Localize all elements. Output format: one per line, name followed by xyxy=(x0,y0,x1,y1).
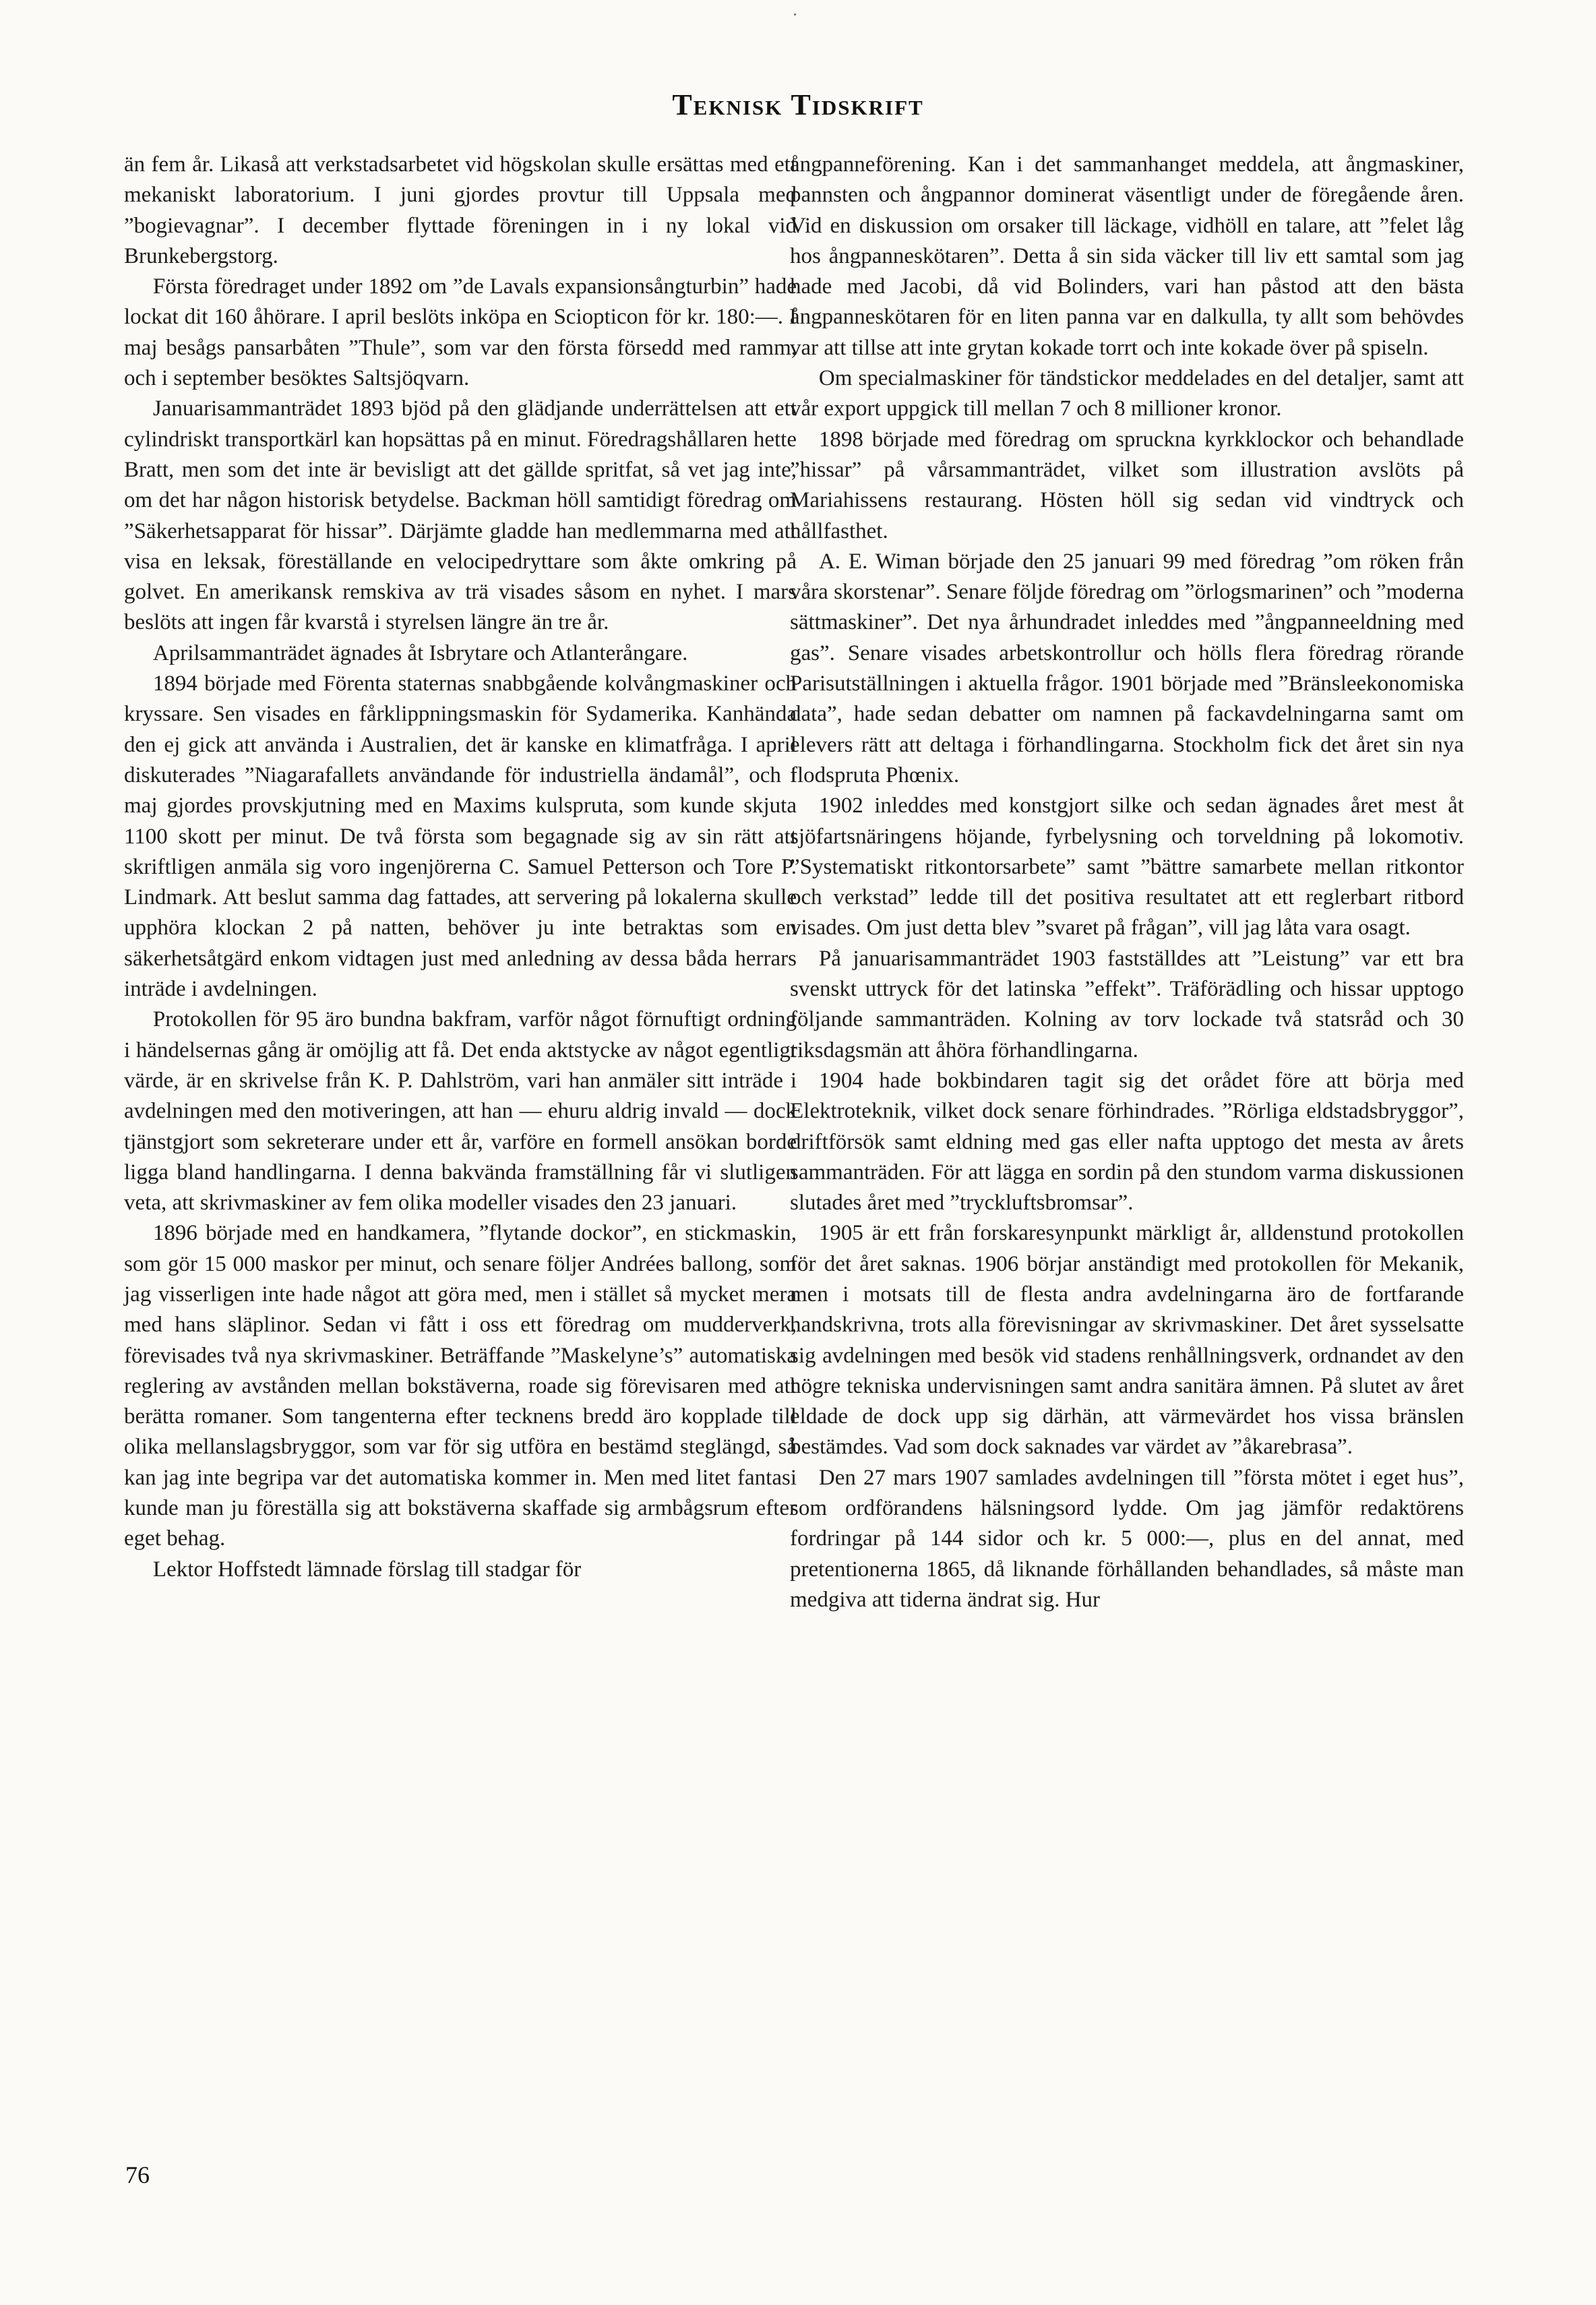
paragraph: På januarisammanträdet 1903 fastställdes att ”Leistung” var ett bra svenskt uttryck för det latinska ”effekt”. Träförädling och hissar upptogo följande sammanträden. Kolning av torv lockade två statsråd och 30 riksdagsmän att åhöra förhandlingarna. xyxy=(790,946,1464,1062)
paragraph: Januarisammanträdet 1893 bjöd på den glädjande underrättelsen att ett cylindriskt transportkärl kan hopsättas på en minut. Föredragshållaren hette Bratt, men som det inte är bevisligt att det gällde spritfat, så vet jag inte, om det har någon historisk betydelse. Backman höll samtidigt föredrag om ”Säkerhetsapparat för hissar”. Därjämte gladde han medlemmarna med att visa en leksak, föreställande en velocipedryttare som åkte omkring på golvet. En amerikansk remskiva av trä visades såsom en nyhet. I mars beslöts att ingen får kvarstå i styrelsen längre än tre år. xyxy=(124,396,797,635)
paragraph: Lektor Hoffstedt lämnade förslag till stadgar för xyxy=(152,1557,582,1582)
paragraph: Om specialmaskiner för tändstickor meddelades en del detaljer, samt att vår export uppgick till mellan 7 och 8 millioner kronor. xyxy=(790,366,1464,421)
margin-dot xyxy=(794,13,796,16)
paragraph: Första föredraget under 1892 om ”de Lavals expansionsångturbin” hade lockat dit 160 åhörare. I april beslöts inköpa en Sciopticon för kr. 180:—. I maj besågs pansarbåten ”Thule”, som var den första försedd med ramm, och i september besöktes Saltsjöqvarn. xyxy=(124,274,797,391)
running-head: Teknisk Tidskrift xyxy=(672,88,924,121)
paragraph: Protokollen för 95 äro bundna bakfram, varför något förnuftigt ordning i händelsernas gång är omöjlig att få. Det enda aktstycke av något egentligt värde, är en skrivelse från K. P. Dahlström, vari han anmäler sitt inträde i avdelningen med den motiveringen, att han — ehuru aldrig invald — dock tjänstgjort som sekreterare under ett år, varföre en formell ansökan borde ligga bland handlingarna. I denna bakvända framställning får vi slutligen veta, att skrivmaskiner av fem olika modeller visades den 23 januari. xyxy=(124,1007,797,1216)
paragraph: ångpanneförening. Kan i det sammanhanget meddela, att ångmaskiner, pannsten och ångpannor dominerat väsentligt under de föregående åren. Vid en diskussion om orsaker till läckage, vidhöll en talare, att ”felet låg hos ångpanneskötaren”. Detta å sin sida väcker till liv ett samtal som jag hade med Jacobi, då vid Bolinders, vari han påstod att den bästa ångpanneskötaren för en liten panna var en dalkulla, ty allt som behövdes var att tillse att inte grytan kokade torrt och inte kokade över på spiseln. xyxy=(790,152,1464,360)
paragraph: 1898 började med föredrag om spruckna kyrkklockor och behandlade ”hissar” på vårsammanträdet, vilket som illustration avslöts på Mariahissens restaurang. Hösten höll sig sedan vid vindtryck och hållfasthet. xyxy=(790,427,1464,543)
paragraph: Den 27 mars 1907 samlades avdelningen till ”första mötet i eget hus”, som ordförandens hälsningsord lydde. Om jag jämför redaktörens fordringar på 144 sidor och kr. 5 000:—, plus en del annat, med pretentionerna 1865, då liknande förhållanden behandlades, så måste man medgiva att tiderna ändrat sig. Hur xyxy=(790,1465,1464,1612)
paragraph: än fem år. Likaså att verkstadsarbetet vid högskolan skulle ersättas med ett mekaniskt laboratorium. I juni gjordes provtur till Uppsala med ”bogievagnar”. I december flyttade föreningen in i ny lokal vid Brunkebergstorg. xyxy=(124,152,797,268)
left-column xyxy=(124,150,797,1585)
paragraph: 1904 hade bokbindaren tagit sig det orådet före att börja med Elektroteknik, vilket dock senare förhindrades. ”Rörliga eldstadsbryggor”, driftförsök samt eldning med gas eller nafta upptogo det mesta av årets sammanträden. För att lägga en sordin på den stundom varma diskussionen slutades året med ”tryckluftsbromsar”. xyxy=(790,1068,1464,1216)
paragraph: 1905 är ett från forskaresynpunkt märkligt år, alldenstund protokollen för det året saknas. 1906 börjar anständigt med protokollen för Mekanik, men i motsats till de flesta andra avdelningarna äro de fortfarande handskrivna, trots alla förevisningar av skrivmaskiner. Det året sysselsatte sig avdelningen med besök vid stadens renhållningsverk, ordnandet av den högre tekniska undervisningen samt andra sanitära ämnen. På slutet av året eldade de dock upp sig därhän, att värmevärdet hos vissa bränslen bestämdes. Vad som dock saknades var värdet av ”åkarebrasa”. xyxy=(790,1221,1464,1460)
page-number: 76 xyxy=(125,2161,150,2188)
right-column xyxy=(790,150,1464,1615)
paragraph: 1894 började med Förenta staternas snabbgående kolvångmaskiner och kryssare. Sen visades en fårklippningsmaskin för Sydamerika. Kanhända den ej gick att använda i Australien, det är kanske en klimatfråga. I april diskuterades ”Niagarafallets användande för industriella ändamål”, och i maj gjordes provskjutning med en Maxims kulspruta, som kunde skjuta 1100 skott per minut. De två första som begagnade sig av sin rätt att skriftligen anmäla sig voro ingenjörerna C. Samuel Petterson och Tore P. Lindmark. Att beslut samma dag fattades, att servering på lokalerna skulle upphöra klockan 2 på natten, behöver ju inte betraktas som en säkerhetsåtgärd enkom vidtagen just med anledning av dessa båda herrars inträde i avdelningen. xyxy=(124,671,797,1002)
paragraph: 1896 började med en handkamera, ”flytande dockor”, en stickmaskin, som gör 15 000 maskor per minut, och senare följer Andrées ballong, som jag visserligen inte hade något att göra med, men i stället så mycket mera med hans släplinor. Sedan vi fått i oss ett föredrag om mudderverk, förevisades två nya skrivmaskiner. Beträffande ”Maskelyne’s” automatiska reglering av avstånden mellan bokstäverna, roade sig förevisaren med att berätta romaner. Som tangenterna efter tecknens bredd äro kopplade till olika mellanslagsbryggor, som var för sig utföra en bestämd steglängd, så kan jag inte begripa var det automatiska kommer in. Men med litet fantasi kunde man ju föreställa sig att bokstäverna skaffade sig armbågsrum efter eget behag. xyxy=(124,1221,797,1551)
paragraph: Aprilsammanträdet ägnades åt Isbrytare och Atlanterångare. xyxy=(152,640,688,665)
paragraph: A. E. Wiman började den 25 januari 99 med föredrag ”om röken från våra skorstenar”. Senare följde föredrag om ”örlogsmarinen” och ”moderna sättmaskiner”. Det nya århundradet inleddes med ”ångpanneeldning med gas”. Senare visades arbetskontrollur och hölls flera föredrag rörande Parisutställningen i aktuella frågor. 1901 började med ”Bränsleekonomiska data”, hade sedan debatter om namnen på fackavdelningarna samt om elevers rätt att deltaga i förhandlingarna. Stockholm fick det året sin nya flodspruta Phœnix. xyxy=(790,549,1464,787)
paragraph: 1902 inleddes med konstgjort silke och sedan ägnades året mest åt sjöfartsnäringens höjande, fyrbelysning och torveldning på lokomotiv. ”Systematiskt ritkontorsarbete” samt ”bättre samarbete mellan ritkontor och verkstad” ledde till det positiva resultatet att ett reglerbart ritbord visades. Om just detta blev ”svaret på frågan”, vill jag låta vara osagt. xyxy=(790,794,1464,940)
